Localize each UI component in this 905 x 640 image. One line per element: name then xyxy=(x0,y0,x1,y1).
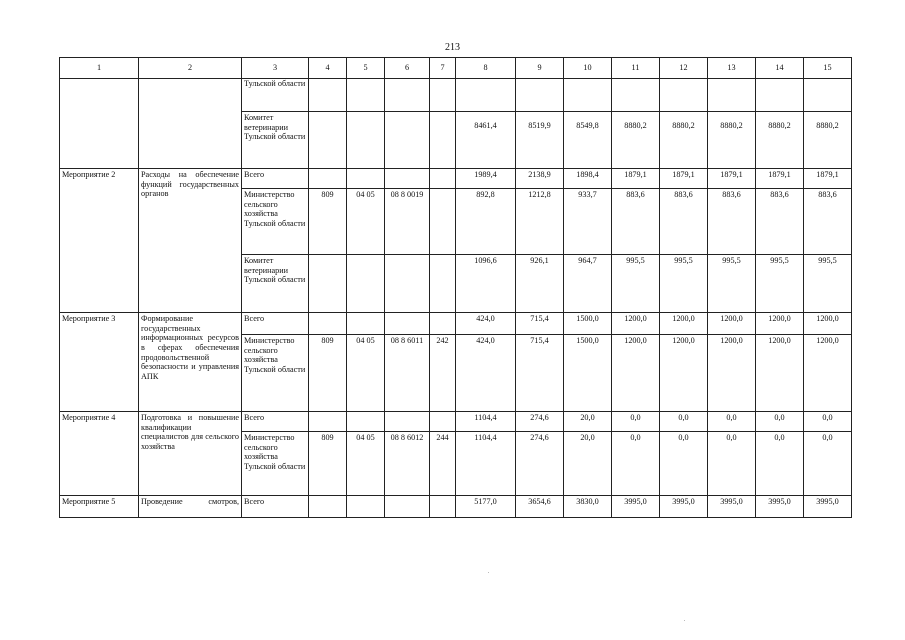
value-cell: 715,4 xyxy=(516,313,564,335)
value-cell: 1200,0 xyxy=(756,335,804,412)
grbs-cell xyxy=(309,112,347,169)
value-cell: 1898,4 xyxy=(564,169,612,189)
value-cell: 1200,0 xyxy=(612,313,660,335)
value-cell: 0,0 xyxy=(660,432,708,496)
activity-description-cell: Расходы на обеспечение функций государственных органов xyxy=(139,169,242,313)
value-cell: 424,0 xyxy=(456,313,516,335)
value-cell: 1879,1 xyxy=(660,169,708,189)
rzpr-cell xyxy=(347,313,385,335)
vr-cell xyxy=(430,255,456,313)
csr-cell: 08 8 6011 xyxy=(385,335,430,412)
value-cell xyxy=(516,79,564,112)
activity-name-cell xyxy=(60,112,139,169)
vr-cell xyxy=(430,313,456,335)
vr-cell xyxy=(430,189,456,255)
value-cell: 274,6 xyxy=(516,432,564,496)
value-cell: 883,6 xyxy=(804,189,852,255)
header-cell: 14 xyxy=(756,58,804,79)
value-cell: 3654,6 xyxy=(516,496,564,518)
value-cell: 1200,0 xyxy=(756,313,804,335)
header-cell: 4 xyxy=(309,58,347,79)
rzpr-cell: 04 05 xyxy=(347,432,385,496)
activity-description-cell: Проведение смотров, xyxy=(139,496,242,518)
value-cell: 0,0 xyxy=(708,432,756,496)
activity-description-cell xyxy=(139,112,242,169)
value-cell: 8549,8 xyxy=(564,112,612,169)
value-cell: 883,6 xyxy=(708,189,756,255)
value-cell: 3830,0 xyxy=(564,496,612,518)
value-cell: 20,0 xyxy=(564,432,612,496)
csr-cell xyxy=(385,255,430,313)
value-cell: 995,5 xyxy=(708,255,756,313)
header-cell: 7 xyxy=(430,58,456,79)
executor-cell: Тульской области xyxy=(242,79,309,112)
value-cell: 0,0 xyxy=(612,432,660,496)
vr-cell: 244 xyxy=(430,432,456,496)
csr-cell xyxy=(385,169,430,189)
table-row xyxy=(60,496,852,518)
value-cell: 1500,0 xyxy=(564,335,612,412)
value-cell: 1200,0 xyxy=(660,335,708,412)
value-cell: 926,1 xyxy=(516,255,564,313)
csr-cell xyxy=(385,412,430,432)
value-cell: 1212,8 xyxy=(516,189,564,255)
rzpr-cell: 04 05 xyxy=(347,335,385,412)
activity-description-cell: Формирование государственных информационных ресурсов в сферах обеспечения продовольственной безопасности и управления АПК xyxy=(139,313,242,412)
executor-cell: Комитет ветеринарии Тульской области xyxy=(242,112,309,169)
value-cell xyxy=(564,79,612,112)
executor-cell: Всего xyxy=(242,496,309,518)
value-cell: 8880,2 xyxy=(804,112,852,169)
executor-cell: Всего xyxy=(242,169,309,189)
activity-name-cell: Мероприятие 5 xyxy=(60,496,139,518)
activity-description-cell xyxy=(139,79,242,112)
value-cell: 1500,0 xyxy=(564,313,612,335)
table-row xyxy=(60,112,852,169)
vr-cell xyxy=(430,112,456,169)
grbs-cell xyxy=(309,255,347,313)
value-cell: 883,6 xyxy=(660,189,708,255)
activity-name-cell xyxy=(60,79,139,112)
value-cell: 3995,0 xyxy=(708,496,756,518)
executor-cell: Комитет ветеринарии Тульской области xyxy=(242,255,309,313)
activity-name-cell: Мероприятие 4 xyxy=(60,412,139,496)
value-cell: 995,5 xyxy=(804,255,852,313)
value-cell xyxy=(708,79,756,112)
budget-table xyxy=(59,57,852,518)
value-cell: 1200,0 xyxy=(708,335,756,412)
activity-description-cell: Подготовка и повышение квалификации специалистов для сельского хозяйства xyxy=(139,412,242,496)
value-cell xyxy=(456,79,516,112)
table-row xyxy=(60,79,852,112)
header-cell: 11 xyxy=(612,58,660,79)
table-row xyxy=(60,412,852,432)
executor-cell: Министерство сельского хозяйства Тульской области xyxy=(242,189,309,255)
value-cell: 1879,1 xyxy=(708,169,756,189)
grbs-cell xyxy=(309,412,347,432)
value-cell: 1879,1 xyxy=(804,169,852,189)
value-cell: 1879,1 xyxy=(756,169,804,189)
rzpr-cell: 04 05 xyxy=(347,189,385,255)
vr-cell xyxy=(430,79,456,112)
header-cell: 8 xyxy=(456,58,516,79)
header-cell: 3 xyxy=(242,58,309,79)
value-cell xyxy=(804,79,852,112)
executor-cell: Всего xyxy=(242,412,309,432)
header-cell: 10 xyxy=(564,58,612,79)
csr-cell: 08 8 0019 xyxy=(385,189,430,255)
value-cell: 1104,4 xyxy=(456,432,516,496)
value-cell: 1200,0 xyxy=(804,335,852,412)
value-cell: 1200,0 xyxy=(708,313,756,335)
value-cell: 995,5 xyxy=(612,255,660,313)
grbs-cell: 809 xyxy=(309,335,347,412)
value-cell: 8880,2 xyxy=(612,112,660,169)
rzpr-cell xyxy=(347,255,385,313)
value-cell xyxy=(756,79,804,112)
csr-cell xyxy=(385,112,430,169)
header-cell: 9 xyxy=(516,58,564,79)
executor-cell: Министерство сельского хозяйства Тульской области xyxy=(242,335,309,412)
value-cell: 8461,4 xyxy=(456,112,516,169)
value-cell: 892,8 xyxy=(456,189,516,255)
vr-cell xyxy=(430,412,456,432)
value-cell: 3995,0 xyxy=(756,496,804,518)
vr-cell xyxy=(430,496,456,518)
value-cell xyxy=(612,79,660,112)
value-cell: 3995,0 xyxy=(612,496,660,518)
header-cell: 13 xyxy=(708,58,756,79)
value-cell: 274,6 xyxy=(516,412,564,432)
csr-cell xyxy=(385,79,430,112)
value-cell: 995,5 xyxy=(756,255,804,313)
grbs-cell xyxy=(309,496,347,518)
value-cell: 715,4 xyxy=(516,335,564,412)
csr-cell xyxy=(385,496,430,518)
value-cell: 8519,9 xyxy=(516,112,564,169)
value-cell: 964,7 xyxy=(564,255,612,313)
header-cell: 2 xyxy=(139,58,242,79)
header-cell: 15 xyxy=(804,58,852,79)
table-row xyxy=(60,169,852,189)
grbs-cell: 809 xyxy=(309,189,347,255)
rzpr-cell xyxy=(347,169,385,189)
rzpr-cell xyxy=(347,412,385,432)
value-cell: 1989,4 xyxy=(456,169,516,189)
csr-cell: 08 8 6012 xyxy=(385,432,430,496)
header-cell: 5 xyxy=(347,58,385,79)
grbs-cell: 809 xyxy=(309,432,347,496)
value-cell: 2138,9 xyxy=(516,169,564,189)
value-cell: 883,6 xyxy=(612,189,660,255)
value-cell: 424,0 xyxy=(456,335,516,412)
value-cell: 3995,0 xyxy=(660,496,708,518)
activity-name-cell: Мероприятие 2 xyxy=(60,169,139,313)
header-cell: 6 xyxy=(385,58,430,79)
value-cell: 1200,0 xyxy=(660,313,708,335)
executor-cell: Министерство сельского хозяйства Тульской области xyxy=(242,432,309,496)
grbs-cell xyxy=(309,169,347,189)
value-cell: 8880,2 xyxy=(708,112,756,169)
table-row xyxy=(60,313,852,335)
page-number: 213 xyxy=(445,42,460,53)
value-cell: 0,0 xyxy=(756,412,804,432)
value-cell: 1104,4 xyxy=(456,412,516,432)
value-cell: 5177,0 xyxy=(456,496,516,518)
value-cell: 3995,0 xyxy=(804,496,852,518)
value-cell: 8880,2 xyxy=(660,112,708,169)
scan-speck xyxy=(488,572,489,573)
header-cell: 12 xyxy=(660,58,708,79)
activity-name-cell: Мероприятие 3 xyxy=(60,313,139,412)
value-cell: 1096,6 xyxy=(456,255,516,313)
rzpr-cell xyxy=(347,79,385,112)
value-cell: 933,7 xyxy=(564,189,612,255)
executor-cell: Всего xyxy=(242,313,309,335)
value-cell: 1200,0 xyxy=(804,313,852,335)
header-cell: 1 xyxy=(60,58,139,79)
value-cell: 0,0 xyxy=(660,412,708,432)
value-cell: 995,5 xyxy=(660,255,708,313)
grbs-cell xyxy=(309,79,347,112)
csr-cell xyxy=(385,313,430,335)
value-cell xyxy=(660,79,708,112)
value-cell: 883,6 xyxy=(756,189,804,255)
value-cell: 0,0 xyxy=(708,412,756,432)
rzpr-cell xyxy=(347,112,385,169)
table-header-row xyxy=(60,58,852,79)
value-cell: 0,0 xyxy=(804,412,852,432)
scan-speck xyxy=(684,620,685,621)
value-cell: 1879,1 xyxy=(612,169,660,189)
grbs-cell xyxy=(309,313,347,335)
vr-cell: 242 xyxy=(430,335,456,412)
rzpr-cell xyxy=(347,496,385,518)
value-cell: 1200,0 xyxy=(612,335,660,412)
value-cell: 20,0 xyxy=(564,412,612,432)
vr-cell xyxy=(430,169,456,189)
value-cell: 8880,2 xyxy=(756,112,804,169)
value-cell: 0,0 xyxy=(804,432,852,496)
value-cell: 0,0 xyxy=(756,432,804,496)
value-cell: 0,0 xyxy=(612,412,660,432)
